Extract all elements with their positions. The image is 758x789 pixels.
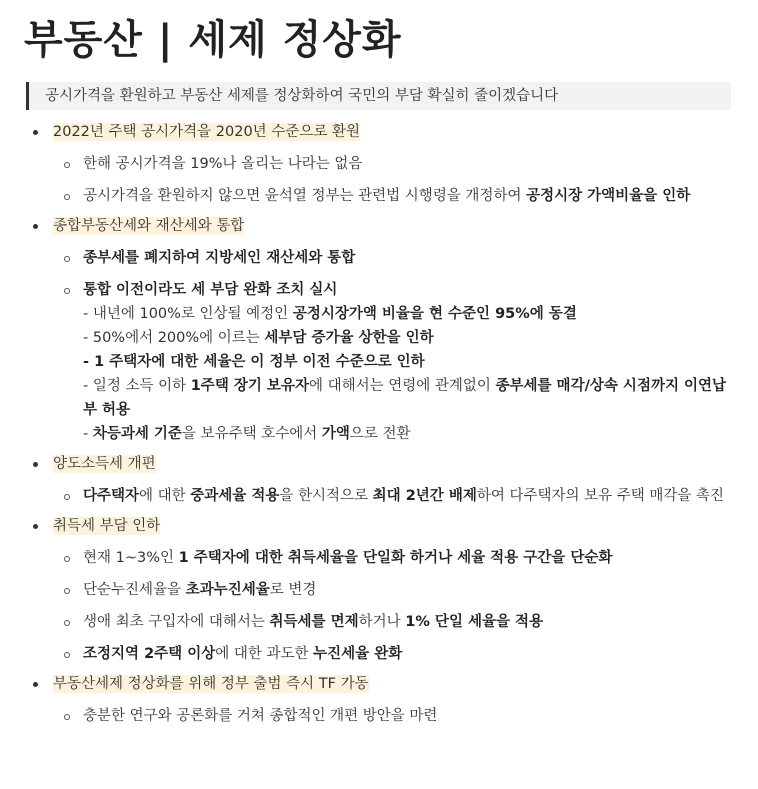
list-item [0,214,758,446]
sub-item [0,246,758,270]
bold-text: 가액 [321,426,350,442]
item-heading [53,672,758,696]
sub-item-line [83,374,732,422]
sub-item [0,152,758,176]
bullet-dot-icon [33,462,38,467]
bullet-circle-icon [64,588,70,594]
sub-item-line [83,184,732,208]
sub-item [0,642,758,666]
list-item [0,514,758,666]
sub-item-line [83,278,732,302]
sub-item [0,578,758,602]
list-item [0,120,758,208]
page-title: 부동산 | 세제 정상화 [24,17,402,63]
item-label: 취득세 부담 인하 [53,518,161,534]
sub-item-line [83,326,732,350]
list-item [0,672,758,728]
text: 에 대해서는 연령에 관계없이 [308,378,496,394]
list-item [0,452,758,508]
text: - 일정 소득 이하 [83,378,191,394]
sub-item [0,184,758,208]
text: 하여 다주택자의 보유 주택 매각을 촉진 [476,488,725,504]
bold-text: 차등과세 기준 [92,426,182,442]
bullet-circle-icon [64,194,70,200]
bullet-dot-icon [33,224,38,229]
text: 생애 최초 구입자에 대해서는 [83,614,270,630]
text: 현재 1~3%인 [83,550,179,566]
item-label: 종합부동산세와 재산세와 통합 [53,218,245,234]
text: 을 보유주택 호수에서 [181,426,322,442]
sub-list [0,246,758,446]
bullet-dot-icon [33,524,38,529]
bullet-circle-icon [64,556,70,562]
item-heading [53,452,758,476]
bullet-circle-icon [64,652,70,658]
item-heading [53,214,758,238]
sub-item-line [83,152,732,176]
text: 공시가격을 환원하지 않으면 윤석열 정부는 관련법 시행령을 개정하여 [83,188,527,204]
bold-text: 중과세율 적용 [190,488,280,504]
bullet-circle-icon [64,714,70,720]
sub-item [0,484,758,508]
bold-text: 종부세를 폐지하여 지방세인 재산세와 통합 [83,250,356,266]
sub-list [0,484,758,508]
text: - [83,426,93,442]
item-label: 부동산세제 정상화를 위해 정부 출범 즉시 TF 가동 [53,676,369,692]
bold-text: 종부세를 매각/상속 시점까지 이연납부 허용 [83,378,727,418]
item-label: 2022년 주택 공시가격을 2020년 수준으로 환원 [53,124,360,140]
sub-item [0,704,758,728]
sub-item-line [83,350,732,374]
bold-text: 다주택자 [83,488,140,504]
bullet-circle-icon [64,288,70,294]
bold-text: 세부담 증가율 상한을 인하 [264,330,434,346]
text: 에 대한 [139,488,191,504]
sub-list [0,152,758,208]
bold-text: 공정시장가액 비율을 현 수준인 95%에 동결 [292,306,577,322]
sub-item-line [83,484,732,508]
sub-item-line [83,610,732,634]
bullet-dot-icon [33,682,38,687]
sub-list [0,546,758,666]
text: - 내년에 100%로 인상될 예정인 [83,306,293,322]
text: 을 한시적으로 [279,488,373,504]
text: 로 변경 [269,582,317,598]
bold-text: 1주택 장기 보유자 [190,378,309,394]
sub-item [0,546,758,570]
text: - 50%에서 200%에 이르는 [83,330,265,346]
bullet-circle-icon [64,256,70,262]
sub-item-line [83,246,732,270]
item-heading [53,120,758,144]
sub-item-line [83,578,732,602]
text: 에 대한 과도한 [215,646,314,662]
policy-list [0,118,758,734]
sub-item-line [83,704,732,728]
bold-text: 1 주택자에 대한 취득세율을 단일화 하거나 세율 적용 구간을 단순화 [178,550,613,566]
text: 충분한 연구와 공론화를 거쳐 종합적인 개편 방안을 마련 [83,708,438,724]
summary-quote: 공시가격을 환원하고 부동산 세제를 정상화하여 국민의 부담 확실히 줄이겠습니다 [26,82,731,110]
text: 단순누진세율을 [83,582,186,598]
sub-item-line [83,546,732,570]
text: 하거나 [358,614,406,630]
text: 한해 공시가격을 19%나 올리는 나라는 없음 [83,156,363,172]
bullet-circle-icon [64,620,70,626]
text: 으로 전환 [349,426,411,442]
bold-text: 최대 2년간 배제 [372,488,477,504]
bold-text: 공정시장 가액비율을 인하 [526,188,691,204]
item-heading [53,514,758,538]
bold-text: 조정지역 2주택 이상 [83,646,216,662]
item-label: 양도소득세 개편 [53,456,156,472]
bullet-circle-icon [64,494,70,500]
sub-item [0,610,758,634]
bold-text: - 1 주택자에 대한 세율은 이 정부 이전 수준으로 인하 [83,354,425,370]
bullet-dot-icon [33,130,38,135]
sub-item-line [83,302,732,326]
sub-item-line [83,422,732,446]
bold-text: 취득세를 면제 [269,614,359,630]
bold-text: 초과누진세율 [185,582,270,598]
sub-item-line [83,642,732,666]
bullet-circle-icon [64,162,70,168]
bold-text: 1% 단일 세율을 적용 [405,614,544,630]
bold-text: 누진세율 완화 [313,646,403,662]
bold-text: 통합 이전이라도 세 부담 완화 조치 실시 [83,282,338,298]
sub-list [0,704,758,728]
sub-item [0,278,758,446]
bullet-list [0,120,758,728]
